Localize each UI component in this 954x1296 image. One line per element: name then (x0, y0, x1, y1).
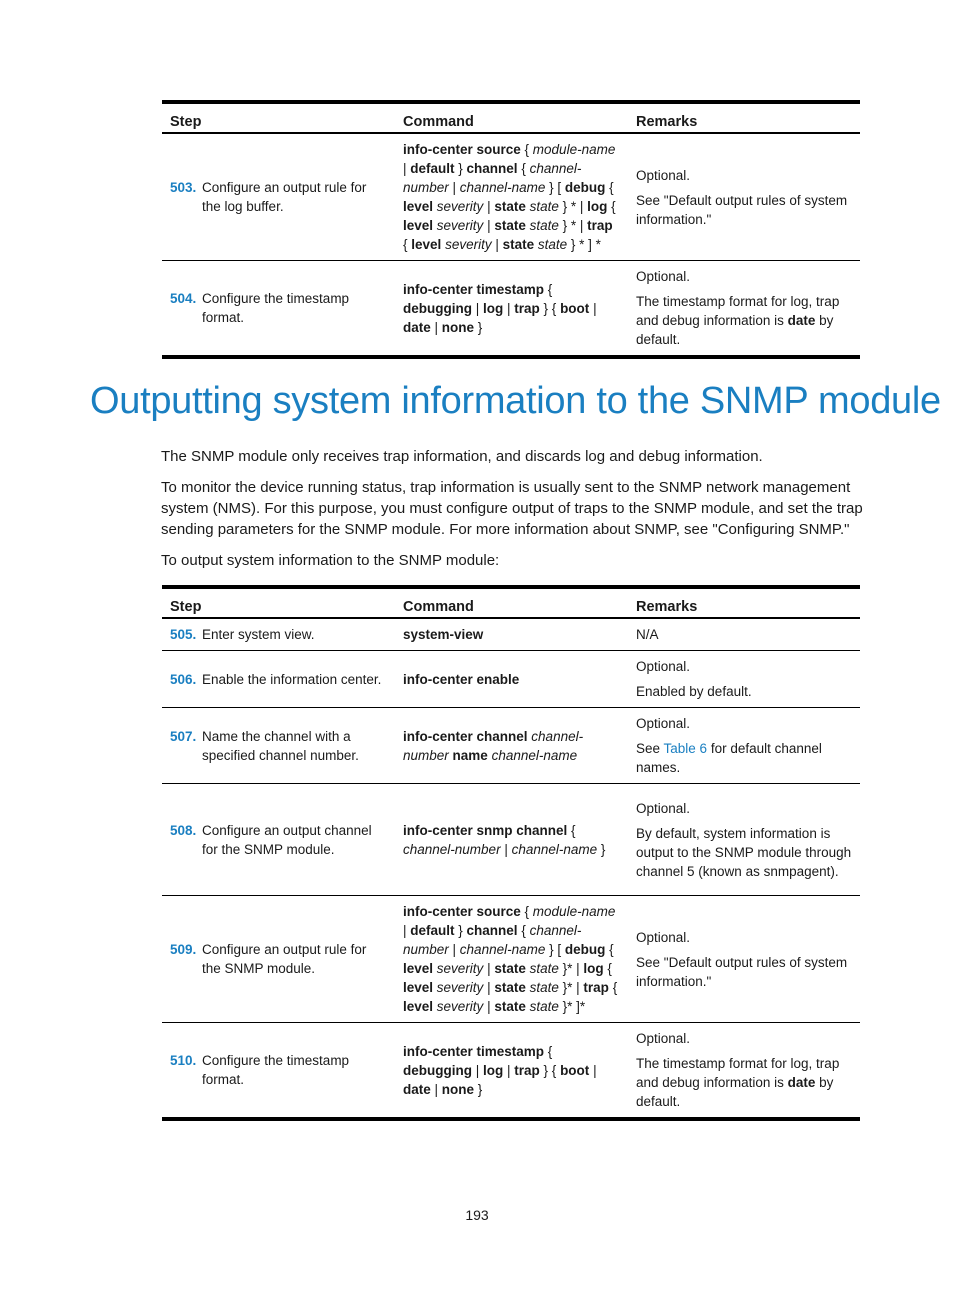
command-cell: info-center source { module-name | default } channel { channel-number | channel-name } [ debug { level severity | state state } * | log { level severity | state state } * | trap { level severity | state state } * ] * (395, 133, 628, 261)
keyword-date: date (787, 313, 816, 328)
step-description: Configure an output rule for the log buffer. (202, 180, 367, 214)
remarks-cell (628, 133, 860, 261)
step-description: Configure an output rule for the SNMP module. (202, 942, 367, 976)
header-remarks: Remarks (628, 587, 860, 618)
step-cell (162, 618, 395, 651)
remark-line: Optional. (636, 800, 691, 816)
step-number: 510. (170, 1053, 197, 1068)
table-row (162, 261, 860, 358)
remarks-cell (628, 618, 860, 651)
table-row (162, 618, 860, 651)
step-number: 507. (170, 728, 197, 744)
step-description: Enable the information center. (202, 671, 382, 687)
table-row (162, 133, 860, 261)
table-header-row (162, 102, 860, 133)
remarks-cell (628, 651, 860, 708)
command-cell: system-view (395, 618, 628, 651)
step-cell (162, 1023, 395, 1120)
remark-line: See "Default output rules of system information." (636, 192, 848, 227)
remark-line: Optional. (636, 716, 691, 731)
remarks-cell (628, 261, 860, 358)
remark-line: Optional. (636, 167, 691, 183)
command-table-2 (162, 585, 860, 1121)
paragraph: To monitor the device running status, trap information is usually sent to the SNMP network management system (NMS). For this purpose, you must configure output of traps to the SNMP module, and set the trap sending parameters for the SNMP module. For more information about SNMP, see "Configuring SNMP." (161, 479, 863, 538)
step-description: Configure the timestamp format. (202, 1053, 350, 1087)
header-step: Step (162, 587, 395, 618)
step-cell (162, 261, 395, 358)
paragraph: To output system information to the SNMP module: (161, 552, 500, 569)
step-cell (162, 133, 395, 261)
paragraph: The SNMP module only receives trap information, and discards log and debug information. (161, 448, 763, 465)
step-description: Name the channel with a specified channel number. (202, 728, 359, 763)
page-number: 193 (465, 1207, 489, 1223)
table-header-row (162, 587, 860, 618)
remarks-cell (628, 708, 860, 784)
step-number: 506. (170, 671, 197, 687)
step-cell (162, 651, 395, 708)
step-description: Configure the timestamp format. (202, 291, 350, 325)
command-cell: info-center timestamp { debugging | log | trap } { boot | date | none } (395, 261, 628, 358)
header-step: Step (162, 102, 395, 133)
step-number: 504. (170, 291, 197, 306)
table-row (162, 1023, 860, 1120)
step-cell (162, 784, 395, 896)
keyword-date: date (787, 1075, 816, 1090)
command-cell: info-center enable (395, 651, 628, 708)
remark-line: See "Default output rules of system information." (636, 954, 848, 989)
step-number: 508. (170, 822, 197, 838)
remarks-cell (628, 1023, 860, 1120)
remark-line: The timestamp format for log, trap and debug information is date by default. (636, 1056, 840, 1109)
header-command: Command (395, 587, 628, 618)
remarks-cell (628, 896, 860, 1023)
step-cell (162, 896, 395, 1023)
step-number: 509. (170, 942, 197, 957)
command-table-1 (162, 100, 860, 359)
remark-line: Optional. (636, 659, 691, 674)
remark-line: Optional. (636, 929, 691, 945)
step-number: 505. (170, 627, 197, 642)
remark-line: The timestamp format for log, trap and debug information is date by default. (636, 294, 840, 347)
step-cell (162, 708, 395, 784)
remark-line: Optional. (636, 269, 691, 284)
step-number: 503. (170, 180, 197, 195)
table-row (162, 784, 860, 896)
table-row (162, 896, 860, 1023)
step-description: Enter system view. (202, 627, 315, 642)
table-row (162, 708, 860, 784)
remark-line: Enabled by default. (636, 684, 752, 699)
section-heading: Outputting system information to the SNMP module (90, 380, 941, 422)
remark-line: By default, system information is output to the SNMP module through channel 5 (known as snmpagent). (636, 825, 852, 879)
remark-line: Optional. (636, 1031, 691, 1046)
command-cell: info-center source { module-name | default } channel { channel-number | channel-name } [ debug { level severity | state state }* | log { level severity | state state }* | trap { level severity | state state }* ]* (395, 896, 628, 1023)
command-cell: info-center channel channel-number name channel-name (395, 708, 628, 784)
step-description: Configure an output channel for the SNMP module. (202, 822, 372, 857)
remark-line: N/A (636, 627, 659, 642)
remarks-cell (628, 784, 860, 896)
table-row (162, 651, 860, 708)
table-6-link[interactable]: Table 6 (663, 741, 708, 756)
header-remarks: Remarks (628, 102, 860, 133)
header-command: Command (395, 102, 628, 133)
remark-line: See Table 6 for default channel names. (636, 741, 822, 775)
command-cell: info-center snmp channel { channel-number | channel-name } (395, 784, 628, 896)
command-cell: info-center timestamp { debugging | log | trap } { boot | date | none } (395, 1023, 628, 1120)
